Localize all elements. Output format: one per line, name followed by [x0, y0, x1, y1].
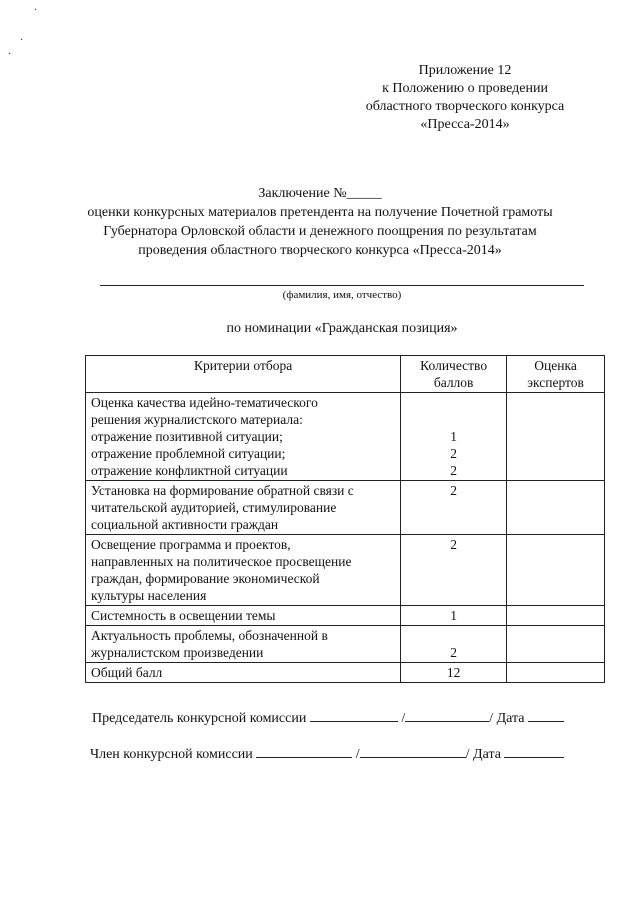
- header-points-line: Количество: [420, 358, 488, 373]
- points-value: [406, 627, 501, 644]
- points-value: 2: [450, 537, 457, 552]
- header-experts-line: Оценка: [534, 358, 577, 373]
- criterion-line: отражение конфликтной ситуации: [91, 463, 288, 478]
- points-cell: [401, 393, 507, 481]
- heading-line: оценки конкурсных материалов претендента на получение Почетной грамоты: [87, 205, 553, 220]
- expert-score-cell[interactable]: [507, 626, 605, 663]
- points-cell: [401, 535, 507, 606]
- total-expert-score-cell[interactable]: [507, 663, 605, 683]
- criterion-cell: [86, 606, 401, 626]
- chairman-separator: /: [401, 711, 406, 726]
- member-label: Член конкурсной комиссии: [90, 747, 253, 762]
- criterion-cell: [86, 626, 401, 663]
- criterion-line: направленных на политическое просвещение: [91, 554, 352, 569]
- appendix-line: областного творческого конкурса: [365, 99, 565, 114]
- expert-score-cell[interactable]: [507, 535, 605, 606]
- criterion-line: читательской аудиторией, стимулирование: [91, 500, 337, 515]
- appendix-line: Приложение 12: [418, 63, 512, 78]
- criterion-cell: [86, 535, 401, 606]
- appendix-line: к Положению о проведении: [382, 81, 548, 96]
- chairman-date-label: / Дата: [489, 711, 525, 726]
- table-row: [86, 606, 605, 626]
- table-row: [86, 481, 605, 535]
- header-experts-line: экспертов: [527, 375, 584, 390]
- points-cell: [401, 626, 507, 663]
- points-value: 1: [450, 429, 457, 444]
- criterion-line: Системность в освещении темы: [91, 608, 276, 623]
- fio-blank-line: [100, 285, 584, 286]
- criterion-line: культуры населения: [91, 588, 207, 603]
- table-row: [86, 626, 605, 663]
- chairman-label: Председатель конкурсной комиссии: [92, 711, 307, 726]
- chairman-signature-line: [92, 708, 564, 727]
- points-value: 2: [450, 463, 457, 478]
- criterion-line: Актуальность проблемы, обозначенной в: [91, 628, 328, 643]
- criterion-line: Освещение программа и проектов,: [91, 537, 291, 552]
- document-title: Заключение №_____: [258, 186, 382, 201]
- points-cell: [401, 481, 507, 535]
- total-label-cell: [86, 663, 401, 683]
- header-experts: [507, 356, 605, 393]
- points-value: 2: [450, 645, 457, 660]
- criterion-line: отражение позитивной ситуации;: [91, 429, 283, 444]
- header-points: [401, 356, 507, 393]
- total-points-value: 12: [446, 665, 461, 680]
- criterion-line: граждан, формирование экономической: [91, 571, 320, 586]
- criterion-line: решения журналистского материала:: [91, 412, 303, 427]
- expert-score-cell[interactable]: [507, 606, 605, 626]
- member-name-blank[interactable]: [360, 744, 466, 758]
- member-signature-blank[interactable]: [256, 744, 352, 758]
- criterion-line: Установка на формирование обратной связи с: [91, 483, 354, 498]
- header-criteria-label: Критерии отбора: [193, 358, 293, 373]
- points-value: 1: [450, 608, 457, 623]
- document-heading: [60, 184, 580, 260]
- criterion-line: Оценка качества идейно-тематического: [91, 395, 318, 410]
- heading-line: Губернатора Орловской области и денежного поощрения по результатам: [103, 224, 537, 239]
- criterion-cell: [86, 393, 401, 481]
- member-separator: /: [355, 747, 360, 762]
- appendix-line: «Пресса-2014»: [420, 117, 510, 132]
- total-row: [86, 663, 605, 683]
- fio-caption: (фамилия, имя, отчество): [282, 289, 402, 301]
- points-cell: [401, 606, 507, 626]
- table-header-row: [86, 356, 605, 393]
- points-value: 2: [450, 446, 457, 461]
- scan-speck: ·: [20, 35, 24, 46]
- chairman-signature-blank[interactable]: [310, 708, 398, 722]
- chairman-name-blank[interactable]: [405, 708, 489, 722]
- header-criteria: [86, 356, 401, 393]
- member-date-blank[interactable]: [504, 744, 564, 758]
- points-value: [406, 411, 501, 428]
- points-value: 2: [450, 483, 457, 498]
- table-row: [86, 535, 605, 606]
- expert-score-cell[interactable]: [507, 481, 605, 535]
- scan-speck: ·: [34, 5, 38, 16]
- criterion-line: отражение проблемной ситуации;: [91, 446, 286, 461]
- criteria-table: [85, 355, 605, 683]
- member-date-label: / Дата: [465, 747, 501, 762]
- points-value: [406, 394, 501, 411]
- criterion-line: социальной активности граждан: [91, 517, 279, 532]
- nomination: по номинации «Гражданская позиция»: [226, 321, 458, 336]
- chairman-date-blank[interactable]: [528, 708, 564, 722]
- expert-score-cell[interactable]: [507, 393, 605, 481]
- table-row: [86, 393, 605, 481]
- appendix-reference: [340, 62, 590, 134]
- total-points-cell: [401, 663, 507, 683]
- scan-speck: ·: [8, 49, 12, 60]
- total-label: Общий балл: [91, 665, 163, 680]
- member-signature-line: [90, 744, 564, 763]
- header-points-line: баллов: [433, 375, 474, 390]
- criterion-cell: [86, 481, 401, 535]
- heading-line: проведения областного творческого конкурса «Пресса-2014»: [138, 243, 502, 258]
- criterion-line: журналистском произведении: [91, 645, 264, 660]
